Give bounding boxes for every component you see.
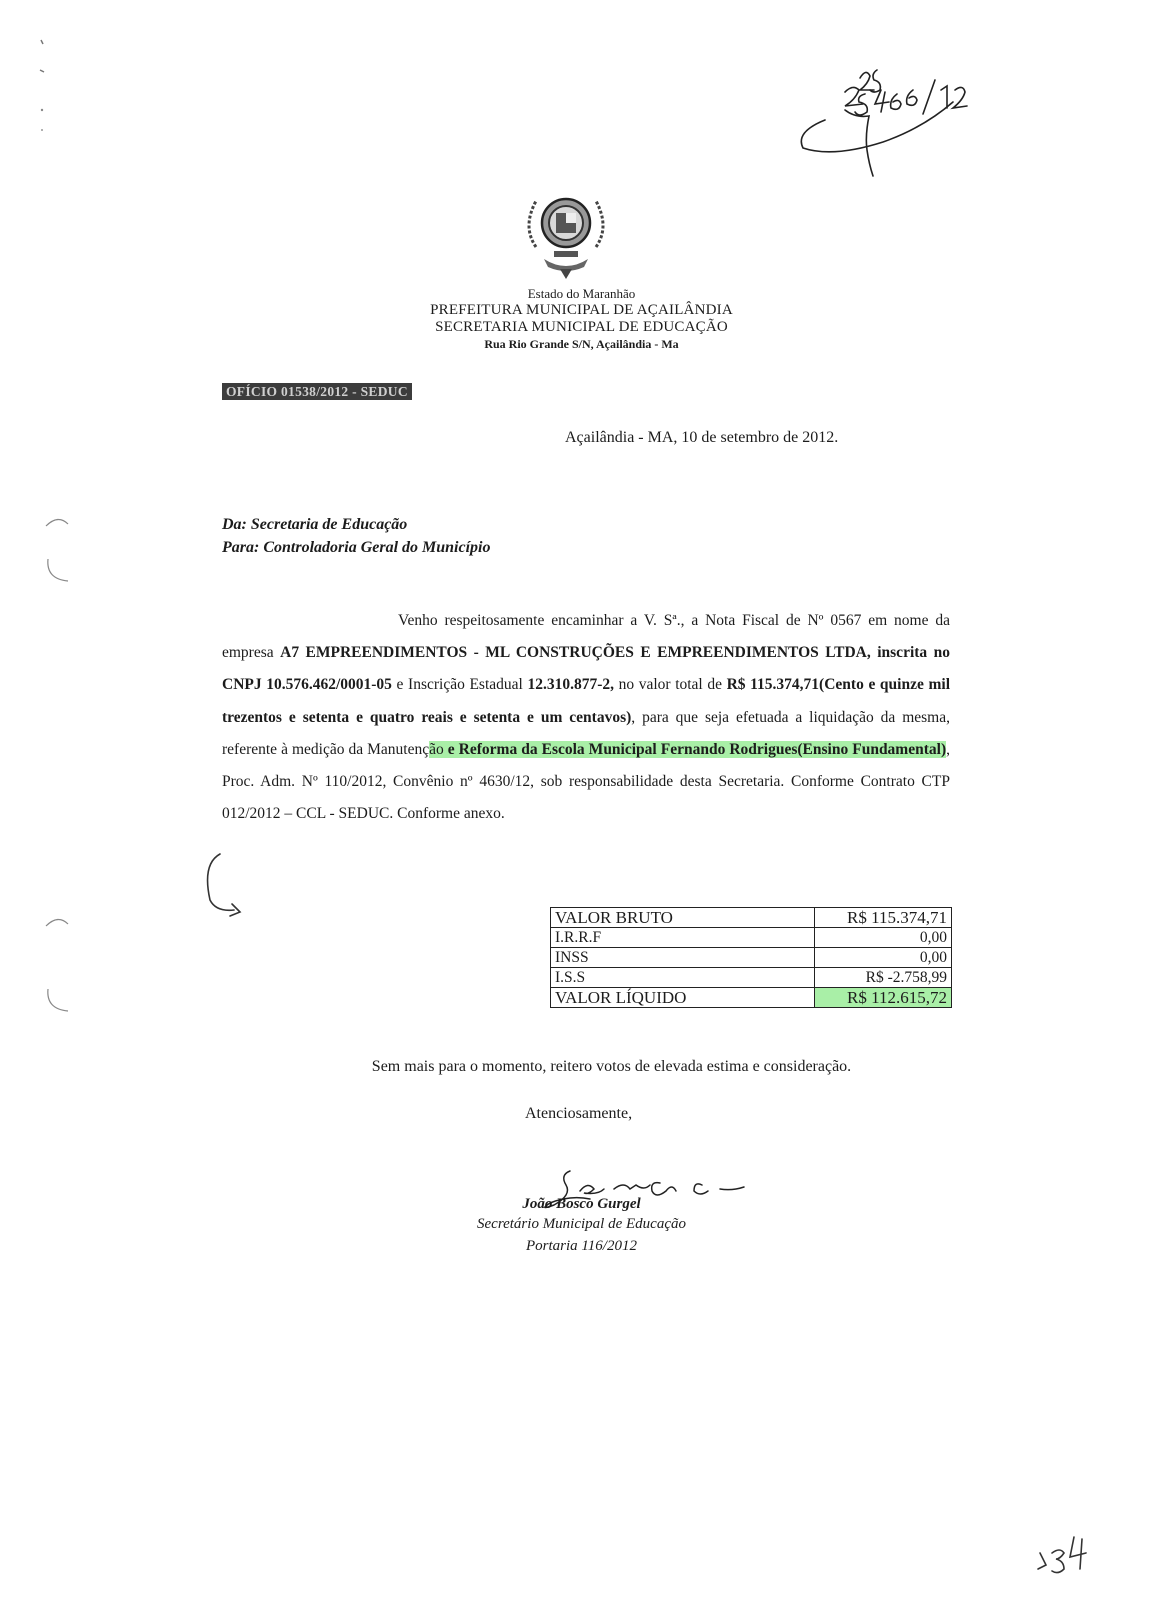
value-label: VALOR LÍQUIDO — [551, 988, 815, 1008]
value-label: VALOR BRUTO — [551, 908, 815, 928]
punch-hole-mark — [40, 910, 70, 950]
reference-number: OFÍCIO 01538/2012 - SEDUC — [222, 383, 412, 400]
closing-sentence: Sem mais para o momento, reitero votos de elevada estima e consideração. — [371, 1058, 852, 1075]
body-part5: , Proc. Adm. Nº 110/2012, Convênio nº 4630/12, sob responsabilidade desta Secretaria. Conforme Contrato CTP 012/2012 – CCL - SEDUC. Conforme anexo. — [222, 740, 950, 823]
table-row — [551, 928, 952, 948]
body-part4: , para que seja efetuada a liquidação da mesma, referente à medição da Manutenç — [222, 708, 950, 758]
body-part2: e Inscrição Estadual — [391, 676, 528, 694]
handwritten-protocol-note — [785, 60, 1035, 200]
letterhead-department: SECRETARIA MUNICIPAL DE EDUCAÇÃO — [435, 319, 728, 335]
date-line: Açailândia - MA, 10 de setembro de 2012. — [565, 429, 839, 446]
table-row — [551, 908, 952, 928]
handwritten-page-number — [1030, 1525, 1095, 1580]
value-label: I.R.R.F — [551, 928, 815, 948]
net-value-highlighted: R$ 112.615,72 — [815, 988, 952, 1008]
value-amount: 0,00 — [815, 948, 952, 968]
values-table — [550, 907, 952, 1008]
punch-hole-mark — [40, 985, 70, 1025]
punch-hole-mark — [40, 555, 70, 595]
value-amount: R$ 115.374,71 — [815, 908, 952, 928]
letter-body — [222, 605, 950, 830]
value-label: I.S.S — [551, 968, 815, 988]
signatory-name: João Bosco Gurgel — [522, 1196, 641, 1212]
table-row — [551, 988, 952, 1008]
value-label: INSS — [551, 948, 815, 968]
signatory-portaria: Portaria 116/2012 — [526, 1238, 637, 1254]
body-part1: Venho respeitosamente encaminhar a V. Sª., a Nota Fiscal de Nº 0567 em nome da empresa — [222, 612, 950, 662]
highlight-fragment: ão — [429, 740, 448, 758]
company-name: A7 EMPREENDIMENTOS - ML CONSTRUÇÕES E EMPREENDIMENTOS LTDA, inscrita no CNPJ 10.576.462/0001-05 — [222, 644, 951, 694]
scan-edge-marks — [36, 30, 46, 150]
from-line: Da: Secretaria de Educação — [222, 516, 408, 533]
signatory-title: Secretário Municipal de Educação — [477, 1216, 686, 1232]
table-row — [551, 948, 952, 968]
state-registration: 12.310.877-2, — [527, 676, 614, 694]
coat-of-arms-seal — [516, 187, 616, 282]
to-line: Para: Controladoria Geral do Município — [222, 539, 491, 556]
school-name-highlighted: e Reforma da Escola Municipal Fernando Rodrigues(Ensino Fundamental) — [447, 740, 947, 758]
value-amount: R$ -2.758,99 — [815, 968, 952, 988]
punch-hole-mark — [40, 510, 70, 550]
regards-line: Atenciosamente, — [525, 1105, 633, 1122]
table-row — [551, 968, 952, 988]
body-part3: no valor total de — [614, 676, 727, 694]
letterhead-state: Estado do Maranhão — [527, 286, 636, 301]
handwritten-arrow-mark — [198, 850, 258, 925]
total-amount: R$ 115.374,71(Cento e quinze mil trezentos e setenta e quatro reais e setenta e um centavos) — [222, 676, 951, 726]
value-amount: 0,00 — [815, 928, 952, 948]
letterhead-municipality: PREFEITURA MUNICIPAL DE AÇAILÂNDIA — [430, 302, 733, 318]
letterhead-address: Rua Rio Grande S/N, Açailândia - Ma — [484, 337, 679, 351]
